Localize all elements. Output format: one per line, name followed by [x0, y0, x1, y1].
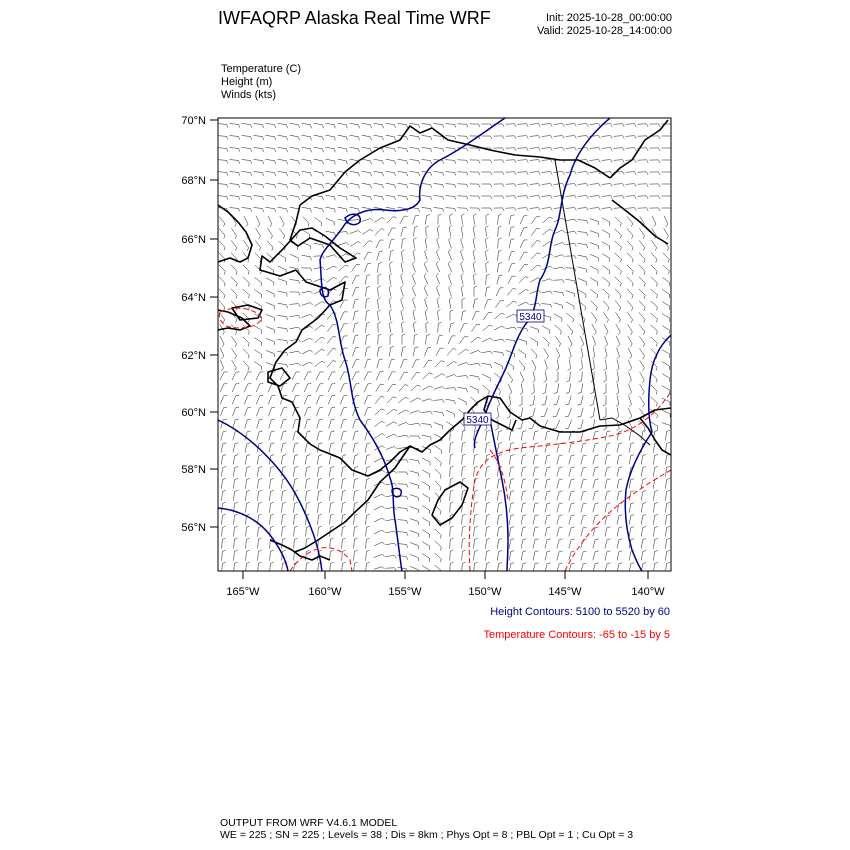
lon-label-155w: 155°W: [388, 586, 422, 598]
height-contour-gulf: [490, 420, 508, 571]
variable-winds: Winds (kts): [221, 89, 276, 101]
lon-label-150w: 150°W: [468, 586, 502, 598]
coast-cook-inlet: [470, 396, 671, 432]
lat-label-60: 60°N: [181, 407, 206, 419]
lat-label-58: 58°N: [181, 464, 206, 476]
init-time: Init: 2025-10-28_00:00:00: [546, 12, 672, 24]
longitude-labels: [226, 586, 665, 598]
height-contour-southwest-2: [218, 508, 288, 571]
contour-label-5340-south: 5340: [466, 415, 489, 426]
map-frame: [218, 118, 671, 571]
coast-southeast: [640, 418, 671, 455]
latitude-labels: [181, 115, 206, 534]
lat-label-68: 68°N: [181, 175, 206, 187]
height-contour-north: [320, 118, 505, 571]
variable-height: Height (m): [221, 76, 273, 88]
coast-seward-peninsula: [260, 205, 356, 276]
lat-label-70: 70°N: [181, 115, 206, 127]
temperature-contour-legend: Temperature Contours: -65 to -15 by 5: [483, 629, 670, 641]
model-version: OUTPUT FROM WRF V4.6.1 MODEL: [220, 817, 398, 829]
map-title: IWFAQRP Alaska Real Time WRF: [218, 8, 491, 28]
lon-label-160w: 160°W: [308, 586, 342, 598]
coast-nunivak: [268, 368, 290, 386]
contour-label-5340-north: 5340: [519, 312, 542, 323]
height-contours: [218, 118, 671, 571]
height-contour-central: [474, 118, 610, 448]
coast-st-lawrence: [232, 305, 262, 320]
lat-label-62: 62°N: [181, 350, 206, 362]
lon-label-140w: 140°W: [631, 586, 665, 598]
lat-label-56: 56°N: [181, 522, 206, 534]
longitude-axis: [243, 571, 648, 579]
variable-temperature: Temperature (C): [221, 63, 302, 75]
valid-time: Valid: 2025-10-28_14:00:00: [537, 25, 672, 37]
map-plot-area: [218, 118, 673, 574]
height-contour-lake-2: [320, 288, 328, 297]
coast-norton-sound: [270, 270, 345, 444]
height-contour-legend: Height Contours: 5100 to 5520 by 60: [490, 606, 670, 618]
model-config: WE = 225 ; SN = 225 ; Levels = 38 ; Dis = 8km ; Phys Opt = 8 ; PBL Opt = 1 ; Cu Opt = 3: [220, 829, 634, 841]
temperature-contour-5: [490, 450, 508, 500]
lon-label-165w: 165°W: [226, 586, 260, 598]
coastlines: [218, 120, 671, 560]
model-info: [220, 817, 633, 841]
lon-label-145w: 145°W: [548, 586, 582, 598]
lat-label-66: 66°N: [181, 234, 206, 246]
lat-label-64: 64°N: [181, 292, 206, 304]
latitude-axis: [210, 120, 218, 527]
height-contour-southeast: [625, 335, 671, 571]
